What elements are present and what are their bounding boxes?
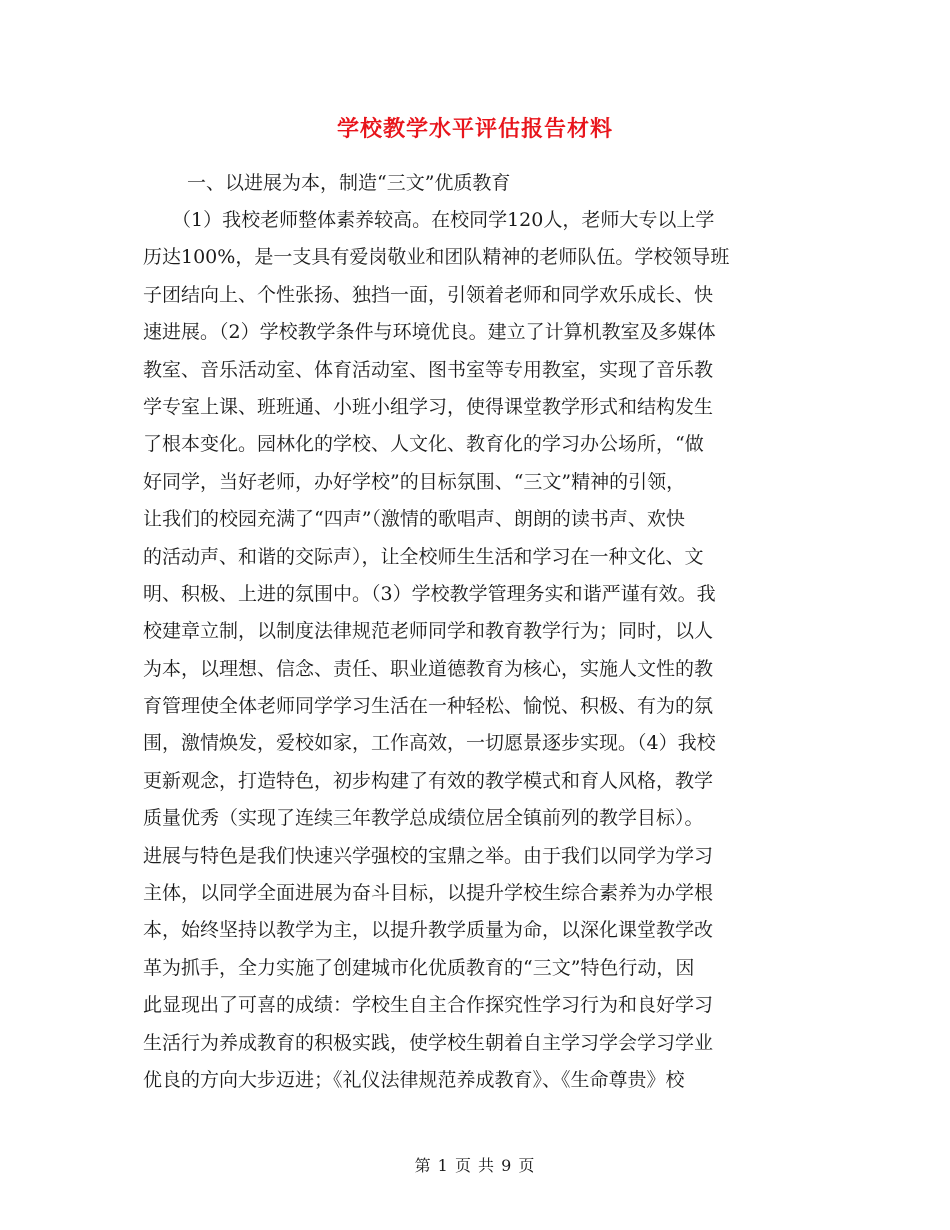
body-line: 本，始终坚持以教学为主，以提升教学质量为命，以深化课堂教学改 [143,919,714,942]
body-line: 教室、音乐活动室、体育活动室、图书室等专用教室，实现了音乐教 [143,358,714,381]
page-indicator: 第 1 页 共 9 页 [414,1156,536,1175]
body-line: 速进展。（2）学校教学条件与环境优良。建立了计算机教室及多媒体 [143,321,716,344]
body-line: 更新观念，打造特色，初步构建了有效的教学模式和育人风格，教学 [143,769,714,792]
body-line: 进展与特色是我们快速兴学强校的宝鼎之举。由于我们以同学为学习 [143,844,714,867]
body-line: 围，激情焕发，爱校如家，工作高效，一切愿景逐步实现。（4）我校 [143,732,716,755]
body-line: 学专室上课、班班通、小班小组学习，使得课堂教学形式和结构发生 [143,395,714,418]
body-line: 让我们的校园充满了“四声”（激情的歌唱声、朗朗的读书声、欢快 [143,508,685,531]
body-line: 明、积极、上进的氛围中。（3）学校教学管理务实和谐严谨有效。我 [143,582,716,605]
body-line: 了根本变化。园林化的学校、人文化、教育化的学习办公场所，“做 [143,433,704,456]
body-line: 校建章立制，以制度法律规范老师同学和教育教学行为；同时，以人 [143,620,714,643]
body-text [143,202,807,1099]
body-line: 的活动声、和谐的交际声），让全校师生生活和学习在一种文化、文 [143,545,704,568]
document-title: 学校教学水平评估报告材料 [336,116,613,142]
body-line: 育管理使全体老师同学学习生活在一种轻松、愉悦、积极、有为的氛 [143,695,714,718]
body-line: 革为抓手，全力实施了创建城市化优质教育的“三文”特色行动，因 [143,956,695,979]
body-line: 好同学，当好老师，办好学校”的目标氛围、“三文”精神的引领， [143,470,686,493]
body-line: （1）我校老师整体素养较高。在校同学120人，老师大专以上学 [172,209,715,231]
section-heading: 一、以进展为本，制造“三文”优质教育 [187,172,511,194]
body-line: 优良的方向大步迈进；《礼仪法律规范养成教育》、《生命尊贵》校 [143,1068,685,1091]
body-line: 此显现出了可喜的成绩：学校生自主合作探究性学习行为和良好学习 [143,994,714,1017]
body-line: 主体，以同学全面进展为奋斗目标，以提升学校生综合素养为办学根 [143,882,714,905]
body-line: 为本，以理想、信念、责任、职业道德教育为核心，实施人文性的教 [143,657,714,680]
body-line: 历达100%，是一支具有爱岗敬业和团队精神的老师队伍。学校领导班 [143,246,730,269]
body-line: 质量优秀（实现了连续三年教学总成绩位居全镇前列的教学目标）。 [143,807,704,830]
body-line: 生活行为养成教育的积极实践，使学校生朝着自主学习学会学习学业 [143,1031,714,1054]
body-line: 子团结向上、个性张扬、独挡一面，引领着老师和同学欢乐成长、快 [143,283,714,306]
